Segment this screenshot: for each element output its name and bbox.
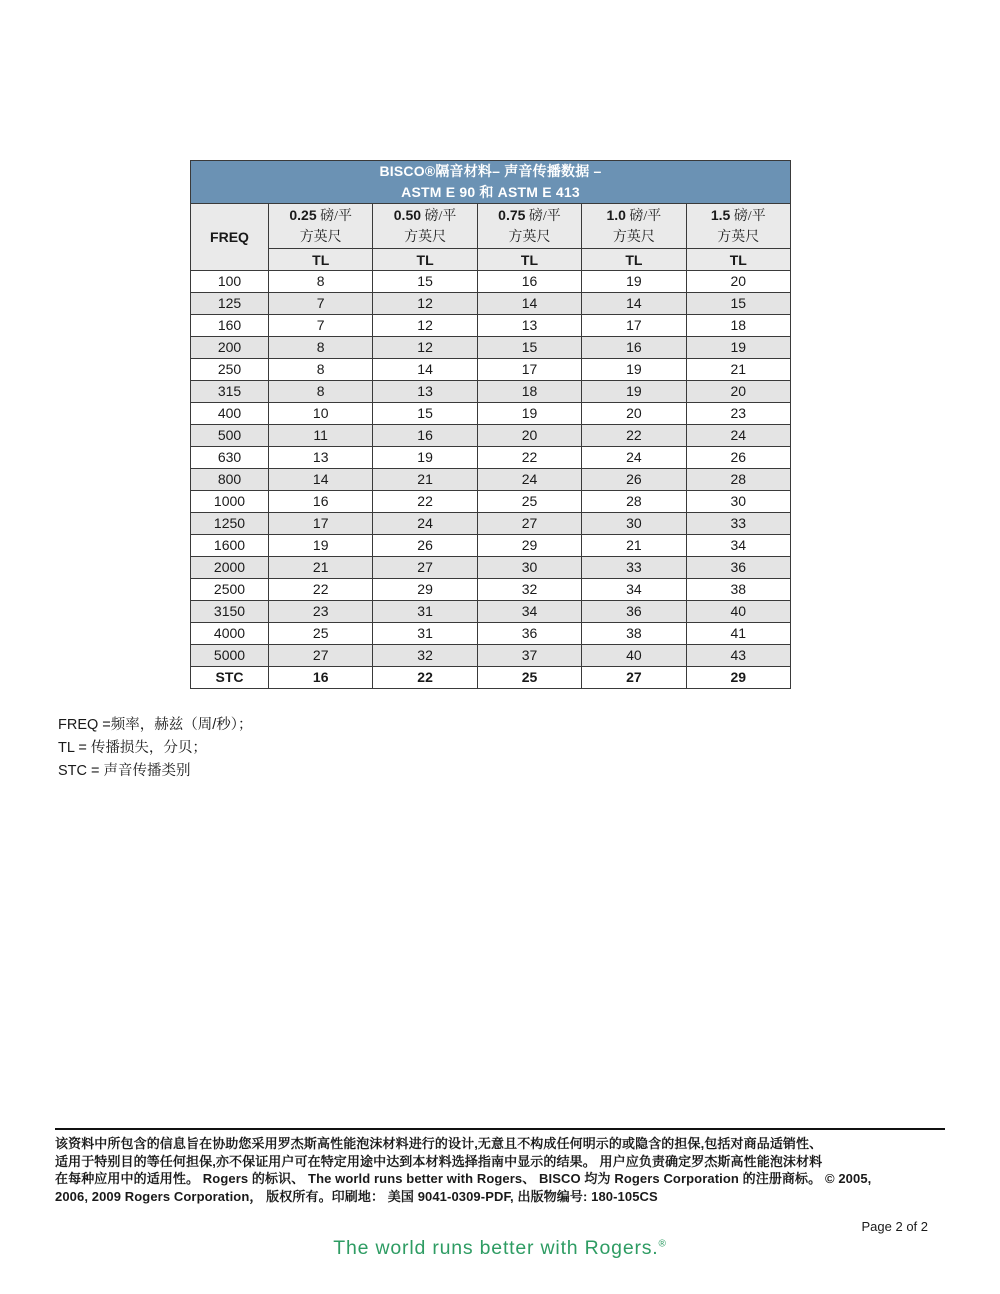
tl-value-cell: 25 xyxy=(477,491,581,513)
tl-value-cell: 15 xyxy=(373,271,477,293)
table-row xyxy=(191,403,791,425)
tl-value-cell: 19 xyxy=(269,535,373,557)
freq-cell: STC xyxy=(191,667,269,689)
tl-value-cell: 18 xyxy=(686,315,790,337)
freq-cell: 800 xyxy=(191,469,269,491)
tl-value-cell: 17 xyxy=(582,315,686,337)
tl-value-cell: 14 xyxy=(269,469,373,491)
freq-cell: 200 xyxy=(191,337,269,359)
tl-value-cell: 28 xyxy=(582,491,686,513)
weight-unit: 方英尺 xyxy=(612,229,655,245)
table-row xyxy=(191,425,791,447)
tl-value-cell: 14 xyxy=(582,293,686,315)
freq-cell: 250 xyxy=(191,359,269,381)
weight-column-header xyxy=(477,204,581,249)
weight-unit: 磅/平 xyxy=(730,208,766,224)
tl-value-cell: 22 xyxy=(582,425,686,447)
table-row xyxy=(191,667,791,689)
weight-unit: 磅/平 xyxy=(316,208,353,224)
tl-value-cell: 36 xyxy=(582,601,686,623)
freq-cell: 2000 xyxy=(191,557,269,579)
tl-value-cell: 13 xyxy=(373,381,477,403)
table-row xyxy=(191,293,791,315)
weight-value: 0.25 xyxy=(289,206,317,223)
tl-value-cell: 27 xyxy=(373,557,477,579)
tl-value-cell: 20 xyxy=(686,271,790,293)
tl-value-cell: 27 xyxy=(582,667,686,689)
tl-value-cell: 12 xyxy=(373,337,477,359)
tl-value-cell: 22 xyxy=(477,447,581,469)
tl-value-cell: 19 xyxy=(477,403,581,425)
tl-value-cell: 27 xyxy=(477,513,581,535)
freq-cell: 3150 xyxy=(191,601,269,623)
tl-value-cell: 29 xyxy=(686,667,790,689)
tl-column-header: TL xyxy=(477,249,581,271)
tl-value-cell: 31 xyxy=(373,601,477,623)
registered-mark: ® xyxy=(658,1238,667,1250)
weight-column-header xyxy=(373,204,477,249)
tl-value-cell: 22 xyxy=(269,579,373,601)
acoustic-data-table xyxy=(190,160,791,689)
tl-column-header: TL xyxy=(582,249,686,271)
freq-cell: 1250 xyxy=(191,513,269,535)
legend-stc: STC = 声音传播类别 xyxy=(58,763,191,779)
table-row xyxy=(191,623,791,645)
table-row xyxy=(191,491,791,513)
weight-column-header xyxy=(686,204,790,249)
tl-value-cell: 34 xyxy=(582,579,686,601)
freq-cell: 160 xyxy=(191,315,269,337)
tl-value-cell: 34 xyxy=(686,535,790,557)
disclaimer-line: 适用于特别目的等任何担保,亦不保证用户可在特定用途中达到本材料选择指南中显示的结果。 用户应负责确定罗杰斯高性能泡沫材料 xyxy=(55,1153,823,1169)
tl-value-cell: 21 xyxy=(373,469,477,491)
tl-value-cell: 43 xyxy=(686,645,790,667)
tl-value-cell: 29 xyxy=(477,535,581,557)
weight-value: 0.50 xyxy=(393,206,422,223)
tl-value-cell: 13 xyxy=(269,447,373,469)
tl-value-cell: 33 xyxy=(686,513,790,535)
tl-value-cell: 10 xyxy=(269,403,373,425)
table-title-line2: ASTM E 90 和 ASTM E 413 xyxy=(401,184,580,200)
tl-value-cell: 25 xyxy=(477,667,581,689)
disclaimer-line: 在每种应用中的适用性。 Rogers 的标识、 The world runs better with Rogers、 BISCO 均为 Rogers Corporation 的注册商标。 © 2005, xyxy=(55,1171,872,1186)
weight-unit: 方英尺 xyxy=(508,229,551,245)
tl-value-cell: 19 xyxy=(582,381,686,403)
weight-unit: 磅/平 xyxy=(525,208,561,224)
tl-value-cell: 31 xyxy=(373,623,477,645)
disclaimer-line: 该资料中所包含的信息旨在协助您采用罗杰斯高性能泡沫材料进行的设计,无意且不构成任何明示的或隐含的担保,包括对商品适销性、 xyxy=(55,1136,823,1151)
tl-value-cell: 20 xyxy=(582,403,686,425)
weight-unit: 磅/平 xyxy=(421,208,457,224)
freq-cell: 630 xyxy=(191,447,269,469)
freq-cell: 125 xyxy=(191,293,269,315)
tl-value-cell: 38 xyxy=(686,579,790,601)
legend-tl: TL = 传播损失，分贝； xyxy=(58,740,207,756)
tl-value-cell: 20 xyxy=(686,381,790,403)
tl-value-cell: 15 xyxy=(373,403,477,425)
tl-value-cell: 8 xyxy=(269,337,373,359)
tl-value-cell: 16 xyxy=(269,667,373,689)
tl-value-cell: 22 xyxy=(373,667,477,689)
tl-value-cell: 24 xyxy=(477,469,581,491)
tl-value-cell: 29 xyxy=(373,579,477,601)
tl-value-cell: 16 xyxy=(477,271,581,293)
tl-header-row xyxy=(191,249,791,271)
table-row xyxy=(191,535,791,557)
table-title xyxy=(191,161,791,204)
tl-value-cell: 14 xyxy=(373,359,477,381)
disclaimer-text xyxy=(55,1135,948,1205)
weight-unit: 方英尺 xyxy=(404,229,447,245)
weight-value: 1.0 xyxy=(606,206,626,223)
weight-value: 1.5 xyxy=(710,206,731,223)
tl-value-cell: 26 xyxy=(686,447,790,469)
tl-value-cell: 17 xyxy=(269,513,373,535)
freq-cell: 1600 xyxy=(191,535,269,557)
tl-value-cell: 21 xyxy=(269,557,373,579)
tl-value-cell: 33 xyxy=(582,557,686,579)
tl-value-cell: 17 xyxy=(477,359,581,381)
tl-value-cell: 7 xyxy=(269,293,373,315)
tl-value-cell: 37 xyxy=(477,645,581,667)
legend xyxy=(58,714,253,783)
tl-value-cell: 32 xyxy=(373,645,477,667)
tl-value-cell: 24 xyxy=(582,447,686,469)
tl-value-cell: 16 xyxy=(373,425,477,447)
tl-value-cell: 11 xyxy=(269,425,373,447)
brand-tagline xyxy=(0,1237,1000,1260)
weight-value: 0.75 xyxy=(498,206,526,223)
tl-value-cell: 32 xyxy=(477,579,581,601)
freq-cell: 4000 xyxy=(191,623,269,645)
tl-value-cell: 41 xyxy=(686,623,790,645)
tl-value-cell: 23 xyxy=(269,601,373,623)
tl-value-cell: 21 xyxy=(686,359,790,381)
freq-column-header: FREQ xyxy=(191,204,269,271)
table-row xyxy=(191,359,791,381)
tl-value-cell: 24 xyxy=(686,425,790,447)
tl-value-cell: 12 xyxy=(373,315,477,337)
table-row xyxy=(191,271,791,293)
table-body xyxy=(191,271,791,689)
tl-value-cell: 19 xyxy=(373,447,477,469)
tl-value-cell: 14 xyxy=(477,293,581,315)
tl-value-cell: 28 xyxy=(686,469,790,491)
table-row xyxy=(191,579,791,601)
tl-value-cell: 7 xyxy=(269,315,373,337)
tl-value-cell: 38 xyxy=(582,623,686,645)
tl-value-cell: 40 xyxy=(686,601,790,623)
tl-value-cell: 25 xyxy=(269,623,373,645)
tl-value-cell: 30 xyxy=(477,557,581,579)
freq-cell: 1000 xyxy=(191,491,269,513)
freq-cell: 500 xyxy=(191,425,269,447)
tagline-text: The world runs better with Rogers. xyxy=(333,1237,659,1259)
tl-value-cell: 12 xyxy=(373,293,477,315)
table-row xyxy=(191,557,791,579)
table-row xyxy=(191,601,791,623)
tl-value-cell: 30 xyxy=(686,491,790,513)
table-row xyxy=(191,381,791,403)
tl-value-cell: 36 xyxy=(477,623,581,645)
table-title-line1: BISCO®隔音材料– 声音传播数据 – xyxy=(379,163,602,179)
legend-freq: FREQ =频率，赫兹（周/秒）； xyxy=(58,717,253,733)
freq-cell: 5000 xyxy=(191,645,269,667)
tl-value-cell: 34 xyxy=(477,601,581,623)
footer-divider xyxy=(55,1128,945,1130)
tl-value-cell: 20 xyxy=(477,425,581,447)
tl-value-cell: 19 xyxy=(686,337,790,359)
table-row xyxy=(191,469,791,491)
table-title-row xyxy=(191,161,791,204)
freq-cell: 100 xyxy=(191,271,269,293)
table-row xyxy=(191,315,791,337)
freq-cell: 2500 xyxy=(191,579,269,601)
tl-value-cell: 19 xyxy=(582,359,686,381)
tl-column-header: TL xyxy=(373,249,477,271)
weight-column-header xyxy=(269,204,373,249)
tl-column-header: TL xyxy=(686,249,790,271)
tl-value-cell: 8 xyxy=(269,271,373,293)
tl-value-cell: 26 xyxy=(373,535,477,557)
tl-value-cell: 8 xyxy=(269,359,373,381)
tl-value-cell: 23 xyxy=(686,403,790,425)
tl-value-cell: 22 xyxy=(373,491,477,513)
disclaimer-line: 2006, 2009 Rogers Corporation， 版权所有。印刷地： 美国 9041-0309-PDF, 出版物编号: 180-105CS xyxy=(55,1188,658,1204)
freq-cell: 400 xyxy=(191,403,269,425)
freq-cell: 315 xyxy=(191,381,269,403)
tl-value-cell: 16 xyxy=(269,491,373,513)
tl-value-cell: 30 xyxy=(582,513,686,535)
tl-value-cell: 15 xyxy=(686,293,790,315)
tl-value-cell: 24 xyxy=(373,513,477,535)
tl-value-cell: 27 xyxy=(269,645,373,667)
weight-unit: 磅/平 xyxy=(625,208,662,224)
tl-value-cell: 36 xyxy=(686,557,790,579)
tl-value-cell: 8 xyxy=(269,381,373,403)
table-row xyxy=(191,513,791,535)
tl-value-cell: 13 xyxy=(477,315,581,337)
tl-value-cell: 16 xyxy=(582,337,686,359)
tl-value-cell: 15 xyxy=(477,337,581,359)
table-row xyxy=(191,337,791,359)
tl-column-header: TL xyxy=(269,249,373,271)
table-row xyxy=(191,645,791,667)
tl-value-cell: 19 xyxy=(582,271,686,293)
page-number: Page 2 of 2 xyxy=(861,1219,928,1234)
weight-column-header xyxy=(582,204,686,249)
tl-value-cell: 21 xyxy=(582,535,686,557)
tl-value-cell: 26 xyxy=(582,469,686,491)
tl-value-cell: 18 xyxy=(477,381,581,403)
table-row xyxy=(191,447,791,469)
tl-value-cell: 40 xyxy=(582,645,686,667)
weight-unit: 方英尺 xyxy=(717,229,760,245)
weight-header-row xyxy=(191,204,791,249)
weight-unit: 方英尺 xyxy=(299,229,342,245)
